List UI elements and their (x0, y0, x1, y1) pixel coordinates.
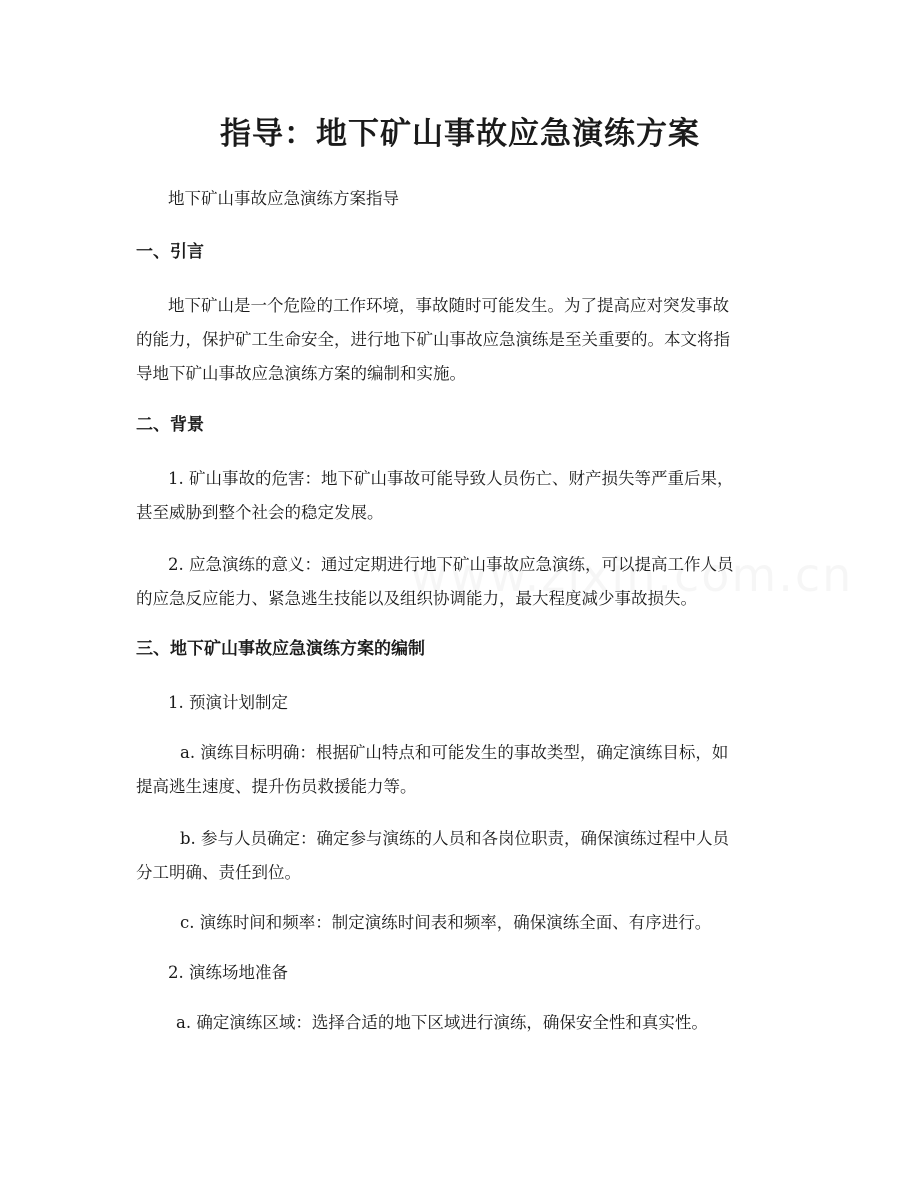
background-item-line: 甚至威胁到整个社会的稳定发展。 (136, 503, 384, 522)
list-item-line: b. 参与人员确定：确定参与演练的人员和各岗位职责，确保演练过程中人员 (180, 829, 730, 848)
intro-paragraph-line: 导地下矿山事故应急演练方案的编制和实施。 (136, 364, 466, 383)
section-heading-background: 二、背景 (136, 415, 204, 435)
document-subtitle: 地下矿山事故应急演练方案指导 (168, 189, 399, 208)
intro-paragraph-line: 地下矿山是一个危险的工作环境，事故随时可能发生。为了提高应对突发事故 (168, 296, 729, 315)
page-title: 指导：地下矿山事故应急演练方案 (220, 116, 700, 152)
background-item-line: 1. 矿山事故的危害：地下矿山事故可能导致人员伤亡、财产损失等严重后果， (168, 469, 734, 488)
subsection-title: 2. 演练场地准备 (168, 963, 288, 982)
section-heading-compilation: 三、地下矿山事故应急演练方案的编制 (136, 639, 425, 659)
background-item-line: 的应急反应能力、紧急逃生技能以及组织协调能力，最大程度减少事故损失。 (136, 589, 697, 608)
list-item-line: a. 演练目标明确：根据矿山特点和可能发生的事故类型，确定演练目标，如 (180, 743, 729, 762)
list-item-line: a. 确定演练区域：选择合适的地下区域进行演练，确保安全性和真实性。 (176, 1013, 708, 1032)
section-heading-intro: 一、引言 (136, 242, 204, 262)
subsection-title: 1. 预演计划制定 (168, 693, 288, 712)
intro-paragraph-line: 的能力，保护矿工生命安全，进行地下矿山事故应急演练是至关重要的。本文将指 (136, 330, 730, 349)
list-item-line: c. 演练时间和频率：制定演练时间表和频率，确保演练全面、有序进行。 (180, 913, 712, 932)
list-item-line: 分工明确、责任到位。 (136, 863, 301, 882)
list-item-line: 提高逃生速度、提升伤员救援能力等。 (136, 777, 417, 796)
background-item-line: 2. 应急演练的意义：通过定期进行地下矿山事故应急演练，可以提高工作人员 (168, 555, 734, 574)
